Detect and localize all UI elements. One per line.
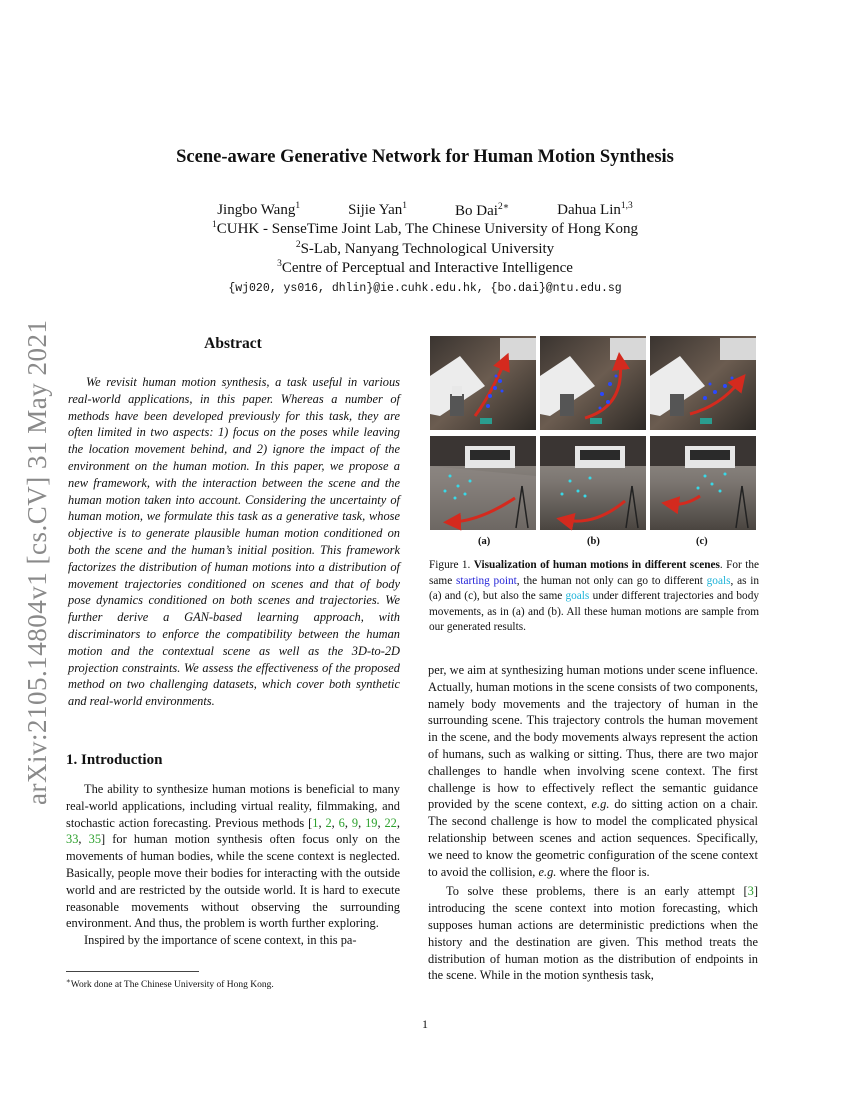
scene-panel-b-bottom — [540, 436, 646, 530]
author-emails: {wj020, ys016, dhlin}@ie.cuhk.edu.hk, {bo.dai}@ntu.edu.sg — [228, 282, 622, 295]
scene-panel-b-top — [540, 336, 646, 430]
introduction-heading: 1. Introduction — [66, 752, 163, 768]
right-column-body — [428, 662, 758, 984]
author-1: Jingbo Wang$^1$ — [217, 201, 301, 218]
figure-caption: Figure 1. Visualization of human motions in different scenes. For the same starting point, the human not only can go to different goals, as in (a) and (c), but also the same goals under different trajectories and body movements, as in (a) and (b). All these human motions are sample from our generated results. — [429, 559, 759, 634]
affiliation-2: $^2$S-Lab, Nanyang Technological University — [295, 240, 555, 257]
citation-link[interactable]: 33 — [66, 832, 79, 847]
figure-label-a: (a) — [478, 536, 491, 547]
author-2: Sijie Yan$^1$ — [348, 201, 408, 218]
abstract-heading: Abstract — [204, 335, 262, 352]
scene-panel-c-top — [650, 336, 756, 430]
intro-paragraph-1: The ability to synthesize human motions is beneficial to many real-world applications, including virtual reality, filmmaking, and stochastic action forecasting. Previous methods [1, 2, 6, 9, 19, 22, 33, 35] for human motion synthesis often focus only on the movements of human bodies, while the scene context is neglected. Basically, people move their bodies for interacting with the outside world and are restricted by the outside world. It is hard to execute reasonable movements without observing the surrounding environment. And thus, the problem is worth further exploring. — [66, 782, 400, 931]
scene-panel-a-top — [430, 336, 536, 430]
citation-link[interactable]: 19 — [365, 815, 378, 830]
author-list — [0, 201, 850, 220]
right-paragraph-1: per, we aim at synthesizing human motions under scene influence. Actually, human motions in the scene consists of two components, namely body movements and the trajectory of human in the surrounding scene. This trajectory controls the human movement in the scene, and the body movements always represent the action of humans, such as walking or sitting. Thus, there are two major challenges to handle when involving scene context. The first challenge is how to effectively reflect the semantic guidance provided by the scene context, e.g. do sitting action on a chair. The second challenge is how to model the complicated physical relationship between scenes and action sequences. Specifically, we need to know the geometric configuration of the scene context to avoid the collision, e.g. where the floor is. — [428, 663, 758, 879]
citation-link[interactable]: 35 — [88, 832, 102, 847]
footnote: ∗Work done at The Chinese University of Hong Kong. — [66, 977, 274, 990]
paper-title: Scene-aware Generative Network for Human Motion Synthesis — [176, 147, 674, 167]
intro-paragraph-2: Inspired by the importance of scene context, in this pa- — [84, 933, 357, 948]
citation-link[interactable]: 6 — [338, 815, 345, 830]
citation-link[interactable]: 1 — [312, 815, 319, 830]
figure-label-c: (c) — [696, 536, 708, 547]
page-number: 1 — [422, 1017, 428, 1031]
citation-link[interactable]: 2 — [325, 815, 332, 830]
right-paragraph-2: To solve these problems, there is an early attempt [3] introducing the scene context into motion forecasting, which supposes human actions are deterministic predictions when the history and the destination are given. This method treats the distribution of human motion as the distribution of endpoints in the scene. While in the motion synthesis task, — [428, 884, 758, 983]
figure-1-image — [430, 336, 757, 536]
figure-1 — [430, 336, 757, 536]
citation-link[interactable]: 9 — [351, 815, 359, 830]
citation-link[interactable]: 3 — [747, 884, 754, 899]
author-3: Bo Dai$^{2∗}$ — [455, 202, 510, 219]
scene-panel-a-bottom — [430, 436, 536, 530]
author-4: Dahua Lin$^{1,3}$ — [557, 201, 633, 218]
affiliation-3: $^3$Centre of Perceptual and Interactive Intelligence — [277, 259, 573, 276]
introduction-body — [66, 781, 400, 949]
affiliation-1: $^1$CUHK - SenseTime Joint Lab, The Chinese University of Hong Kong — [212, 220, 638, 237]
abstract-text: We revisit human motion synthesis, a task useful in various real-world applications, in this paper. Whereas a number of methods have been developed previously for this task, they are often limited in two aspects: 1) focus on the poses while leaving the location movement behind, and 2) ignore the impact of the environment on the human motion. In this paper, we propose a new framework, with the interaction between the scene and the human motion taken into account. Considering the uncertainty of human motion, we formulate this task as a generative task, whose objective is to generate plausible human motion conditioned on both the scene and the human’s initial position. This framework factorizes the distribution of human motions into a distribution of movement trajectories conditioned on scenes and that of body pose dynamics conditioned on both scenes and trajectories. We further derive a GAN-based learning approach, with discriminators to enforce the compatibility between the human motion and the contextual scene as well as the 3D-to-2D projection constraints. We assess the effectiveness of the proposed method on two challenging datasets, which cover both synthetic and real-world environments. — [68, 375, 400, 709]
arxiv-stamp: arXiv:2105.14804v1 [cs.CV] 31 May 2021 — [22, 319, 52, 805]
scene-panel-c-bottom — [650, 436, 756, 530]
footnote-rule — [66, 971, 199, 972]
citation-link[interactable]: 22 — [384, 815, 397, 830]
figure-label-b: (b) — [587, 536, 600, 547]
